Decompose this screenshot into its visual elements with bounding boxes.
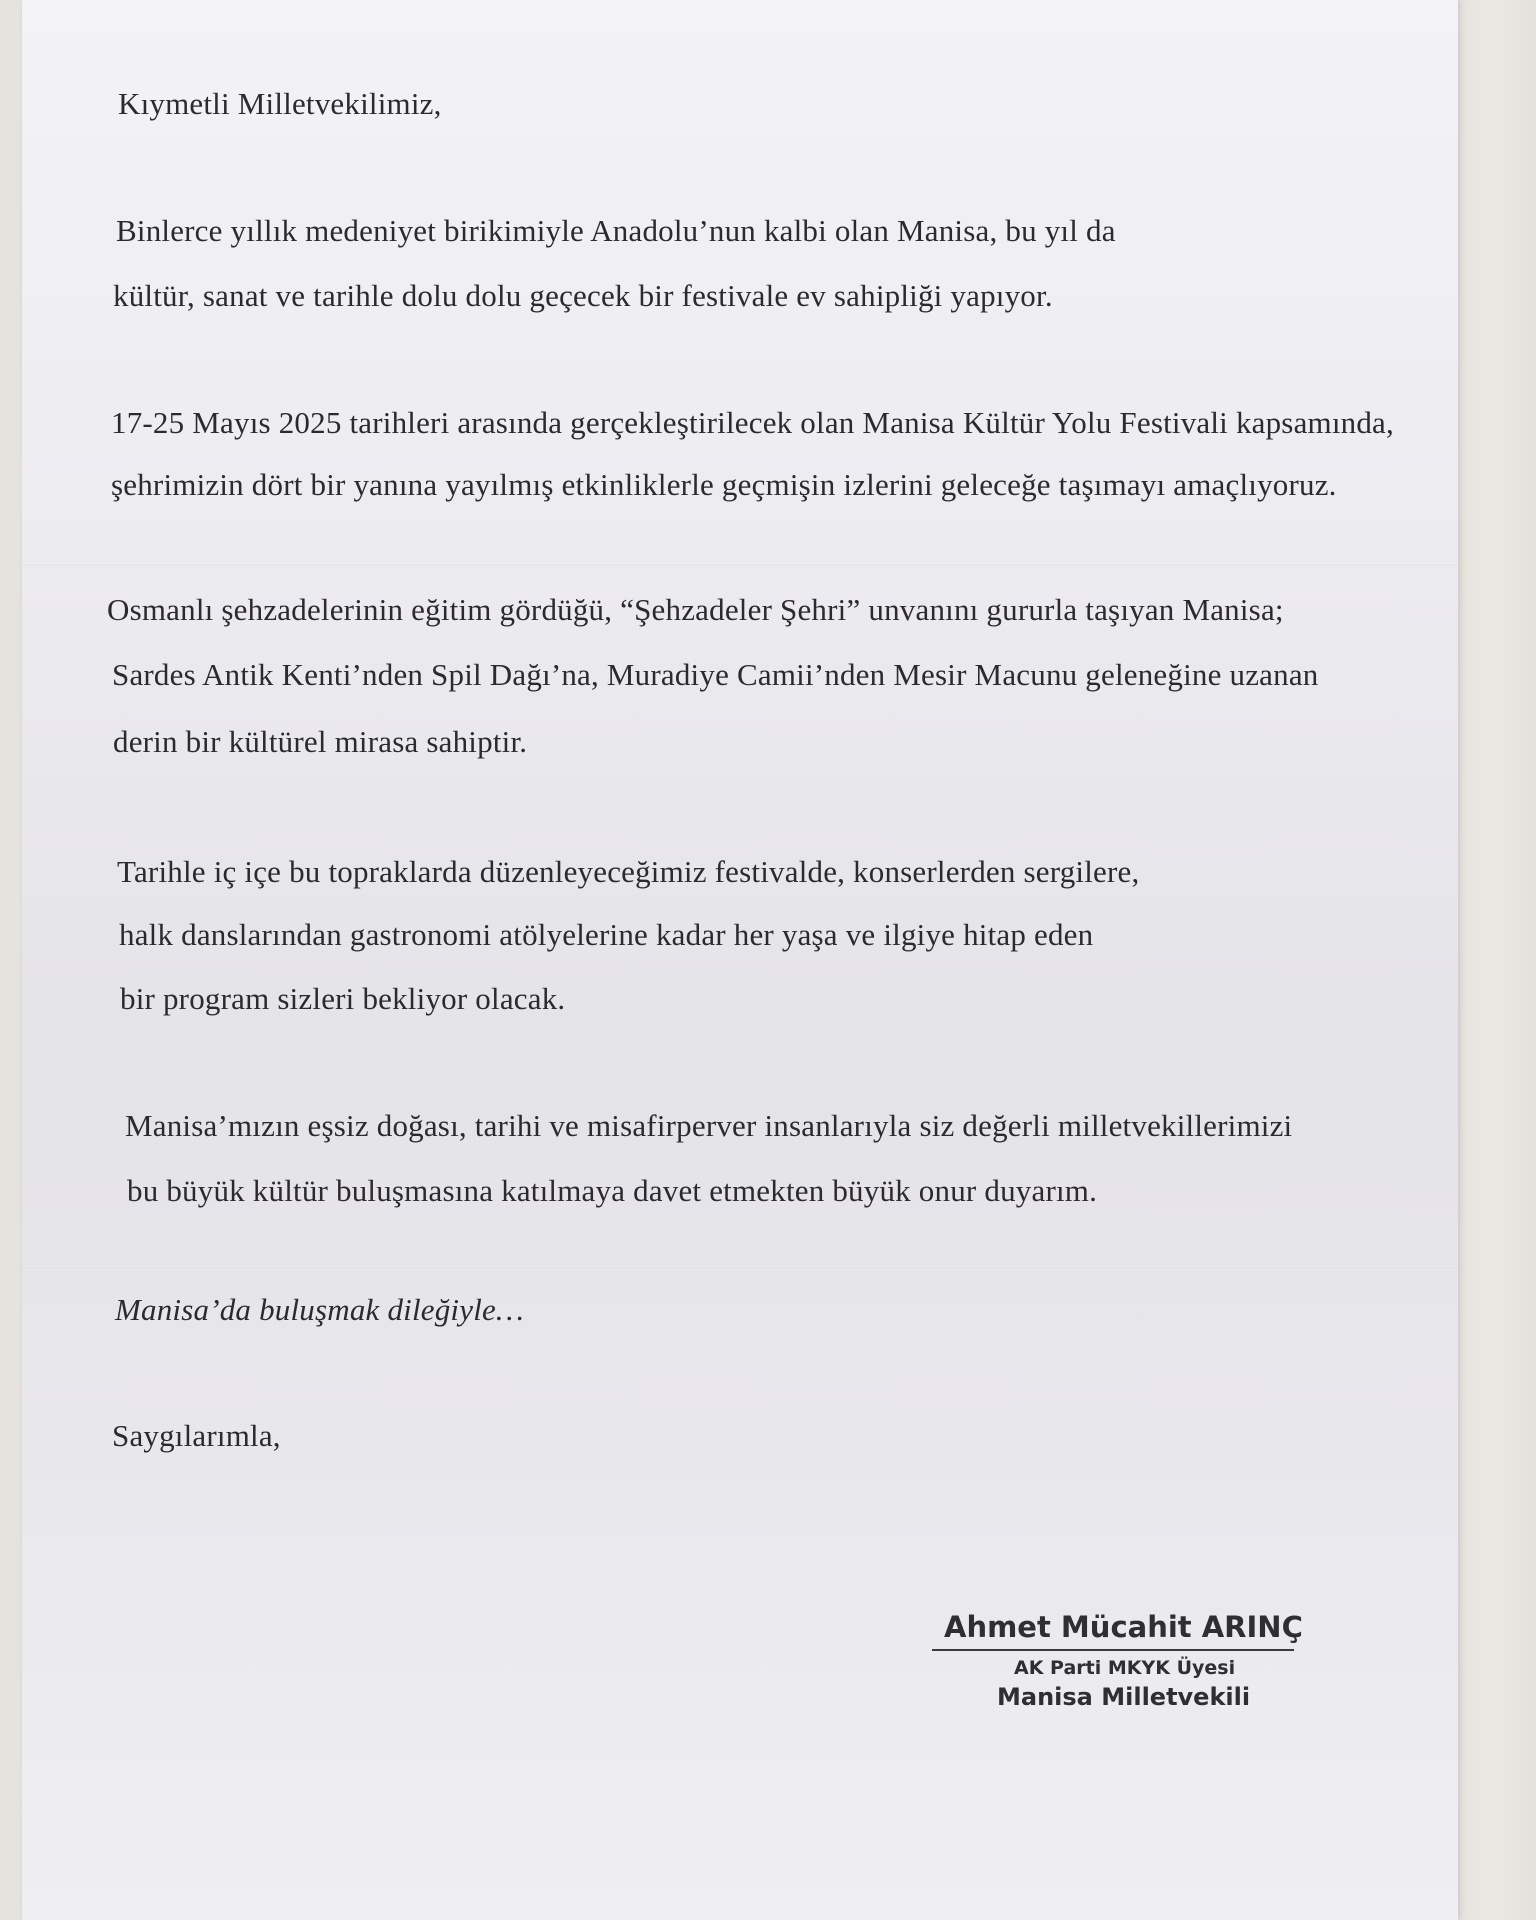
signatory-name: Ahmet Mücahit ARINÇ: [944, 1610, 1303, 1644]
paper-fold: [22, 565, 1458, 568]
paragraph-1-line-1: Binlerce yıllık medeniyet birikimiyle Anadolu’nun kalbi olan Manisa, bu yıl da: [116, 213, 1116, 248]
paragraph-5-line-2: bu büyük kültür buluşmasına katılmaya davet etmekten büyük onur duyarım.: [127, 1173, 1098, 1208]
paragraph-2-line-1: 17-25 Mayıs 2025 tarihleri arasında gerçekleştirilecek olan Manisa Kültür Yolu Festivali kapsamında,: [111, 405, 1394, 440]
paper-fold: [22, 1268, 1458, 1271]
paragraph-4-line-2: halk danslarından gastronomi atölyelerine kadar her yaşa ve ilgiye hitap eden: [119, 917, 1094, 952]
signatory-party-role: AK Parti MKYK Üyesi: [1014, 1657, 1236, 1679]
paragraph-4-line-1: Tarihle iç içe bu topraklarda düzenleyeceğimiz festivalde, konserlerden sergilere,: [117, 854, 1140, 889]
paragraph-3-line-3: derin bir kültürel mirasa sahiptir.: [113, 724, 528, 759]
signatory-office: Manisa Milletvekili: [997, 1683, 1251, 1711]
closing: Saygılarımla,: [112, 1418, 281, 1453]
paragraph-3-line-1: Osmanlı şehzadelerinin eğitim gördüğü, “Şehzadeler Şehri” unvanını gururla taşıyan Manisa;: [107, 592, 1284, 627]
signature-rule: [932, 1649, 1294, 1651]
paragraph-5-line-1: Manisa’mızın eşsiz doğası, tarihi ve misafirperver insanlarıyla siz değerli milletvekillerimizi: [125, 1108, 1293, 1143]
paragraph-2-line-2: şehrimizin dört bir yanına yayılmış etkinliklerle geçmişin izlerini geleceğe taşımayı amaçlıyoruz.: [111, 467, 1337, 502]
paragraph-3-line-2: Sardes Antik Kenti’nden Spil Dağı’na, Muradiye Camii’nden Mesir Macunu geleneğine uzanan: [112, 657, 1319, 692]
salutation: Kıymetli Milletvekilimiz,: [118, 86, 442, 121]
closing-wish: Manisa’da buluşmak dileğiyle…: [115, 1292, 524, 1327]
paragraph-4-line-3: bir program sizleri bekliyor olacak.: [120, 981, 566, 1016]
paragraph-1-line-2: kültür, sanat ve tarihle dolu dolu geçecek bir festivale ev sahipliği yapıyor.: [113, 278, 1053, 313]
